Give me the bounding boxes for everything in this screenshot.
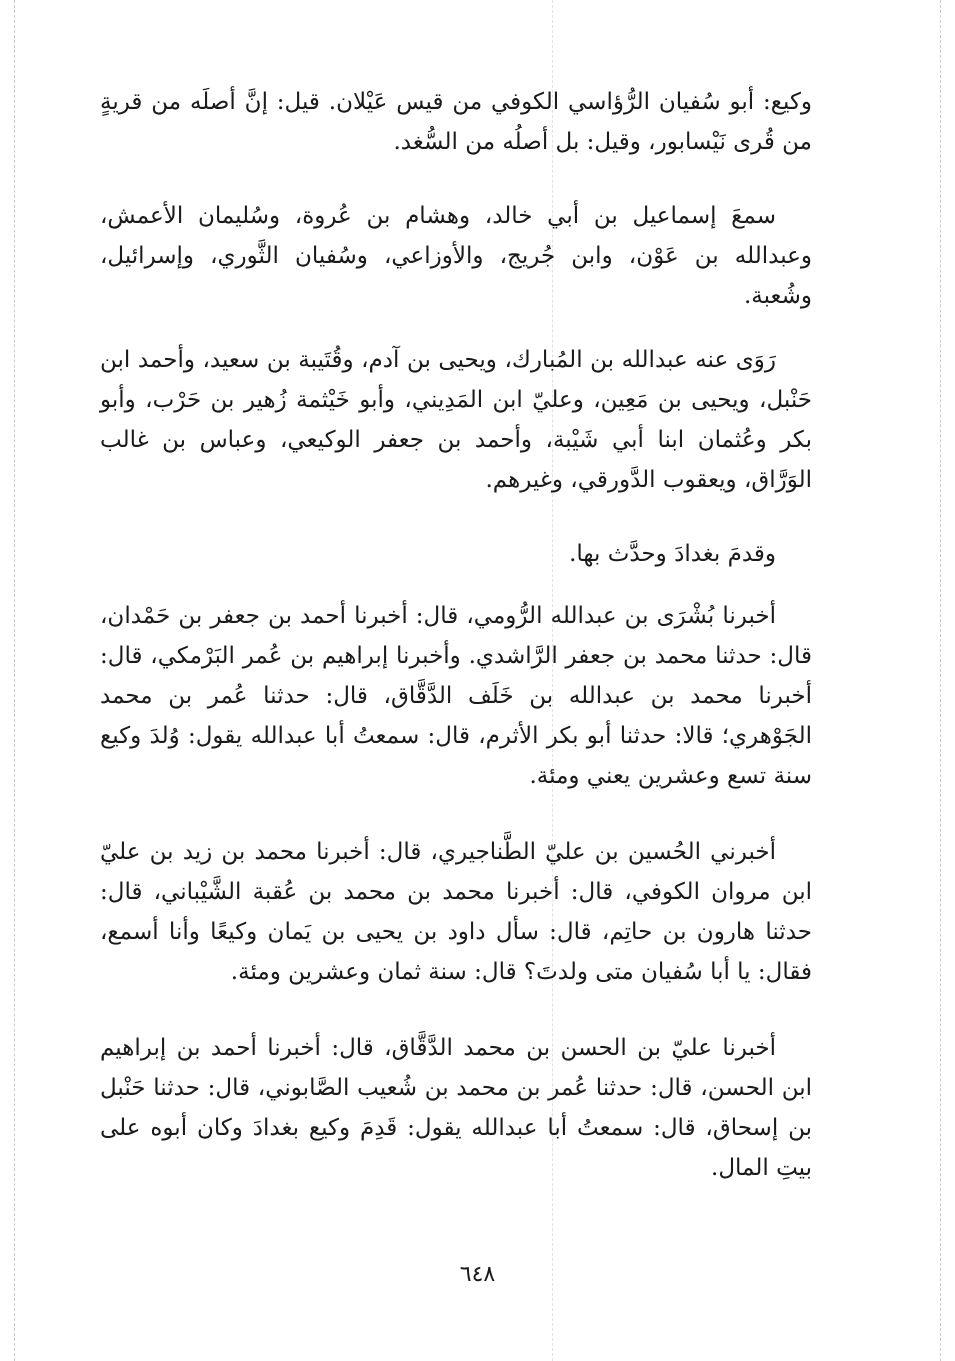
paragraph-text: رَوَى عنه عبدالله بن المُبارك، ويحيى بن آدم، وقُتَيبة بن سعيد، وأحمد ابن حَنْبل، ويحيى بن مَعِين، وعليّ ابن المَدِيني، وأبو خَيْثمة زُهير بن حَرْب، وأبو بكر وعُثمان ابنا أبي شَيْبة، وأحمد بن جعفر الوكيعي، وعباس بن غالب الوَرَّاق، ويعقوب الدَّورقي، وغيرهم. xyxy=(100,347,812,493)
paragraph-wakee-intro xyxy=(100,82,812,162)
paragraph-text: وقدمَ بغدادَ وحدَّث بها. xyxy=(569,541,776,567)
paragraph-text: سمعَ إسماعيل بن أبي خالد، وهشام بن عُروة، وسُليمان الأعمش، وعبدالله بن عَوْن، وابن جُريج، والأوزاعي، وسُفيان الثَّوري، وإسرائيل، وشُعبة. xyxy=(100,203,812,309)
paragraph-arrival-report xyxy=(100,1028,812,1188)
paragraph-birth-report-2 xyxy=(100,832,812,992)
paragraph-text: وكيع: أبو سُفيان الرُّؤاسي الكوفي من قيس عَيْلان. قيل: إنَّ أصلَه من قريةٍ من قُرى نَيْسابور، وقيل: بل أصلُه من السُّغد. xyxy=(100,89,812,155)
page-number: ٦٤٨ xyxy=(459,1262,496,1287)
paragraph-narrators xyxy=(100,340,812,500)
paragraph-text: أخبرنا عليّ بن الحسن بن محمد الدَّقَّاق، قال: أخبرنا أحمد بن إبراهيم ابن الحسن، قال: حدثنا عُمر بن محمد بن شُعيب الصَّابوني، قال: حدثنا حَنْبل بن إسحاق، قال: سمعتُ أبا عبدالله يقول: قَدِمَ وكيع بغدادَ وكان أبوه على بيتِ المال. xyxy=(100,1035,812,1181)
paragraph-baghdad xyxy=(100,534,812,574)
paragraph-birth-report-1 xyxy=(100,596,812,796)
paragraph-text: أخبرني الحُسين بن عليّ الطَّناجيري، قال: أخبرنا محمد بن زيد بن عليّ ابن مروان الكوفي، قال: أخبرنا محمد بن محمد بن عُقبة الشَّيْباني، قال: حدثنا هارون بن حاتِم، قال: سأل داود بن يحيى بن يَمان وكيعًا وأنا أسمع، فقال: يا أبا سُفيان متى ولدتَ؟ قال: سنة ثمان وعشرين ومئة. xyxy=(100,839,812,985)
left-crop-line xyxy=(14,0,15,1361)
paragraph-teachers xyxy=(100,196,812,316)
right-crop-line xyxy=(940,0,941,1361)
paragraph-text: أخبرنا بُشْرَى بن عبدالله الرُّومي، قال: أخبرنا أحمد بن جعفر بن حَمْدان، قال: حدثنا محمد بن جعفر الرَّاشدي. وأخبرنا إبراهيم بن عُمر البَرْمكي، قال: أخبرنا محمد بن عبدالله بن خَلَف الدَّقَّاق، قال: حدثنا عُمر بن محمد الجَوْهري؛ قالا: حدثنا أبو بكر الأثرم، قال: سمعتُ أبا عبدالله يقول: وُلدَ وكيع سنة تسع وعشرين يعني ومئة. xyxy=(100,603,812,789)
